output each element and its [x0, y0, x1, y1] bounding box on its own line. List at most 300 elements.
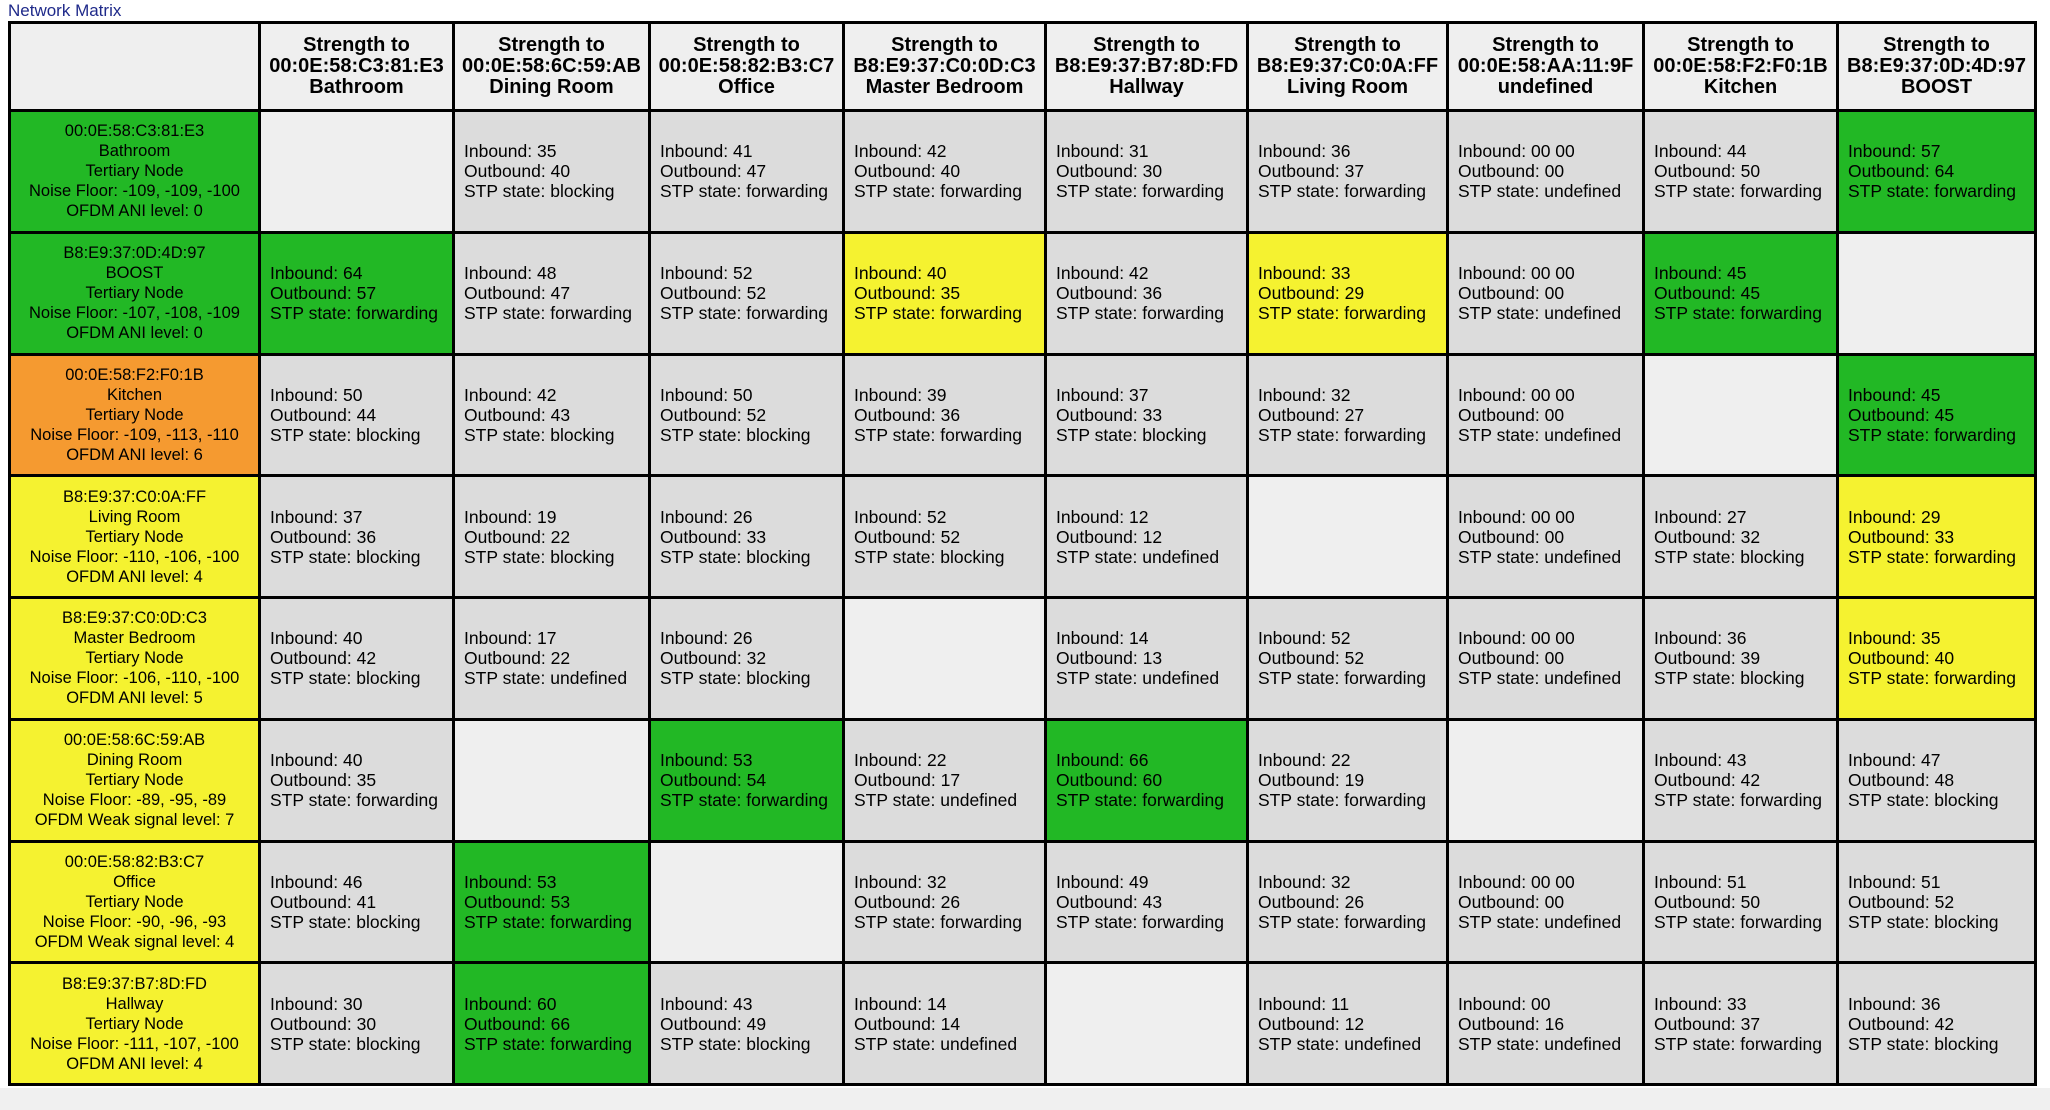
stp-state: STP state: blocking [854, 546, 1005, 567]
stp-state: STP state: forwarding [660, 181, 828, 202]
strength-cell [1644, 232, 1838, 354]
outbound-value: Outbound: 64 [1848, 161, 1955, 182]
column-header [844, 23, 1046, 111]
inbound-value: Inbound: 35 [464, 141, 557, 162]
outbound-value: Outbound: 57 [270, 283, 377, 304]
outbound-value: Outbound: 00 [1458, 404, 1565, 425]
outbound-value: Outbound: 35 [270, 770, 377, 791]
matrix-row [10, 111, 2036, 233]
stp-state: STP state: blocking [660, 668, 811, 689]
strength-cell [454, 598, 650, 720]
outbound-value: Outbound: 52 [1258, 648, 1365, 669]
inbound-value: Inbound: 42 [1056, 263, 1149, 284]
strength-cell [1248, 598, 1448, 720]
stp-state: STP state: blocking [1056, 424, 1207, 445]
inbound-value: Inbound: 52 [1258, 628, 1351, 649]
column-header-mac: 00:0E:58:F2:F0:1B [1653, 55, 1828, 77]
stp-state: STP state: forwarding [1258, 181, 1426, 202]
outbound-value: Outbound: 41 [270, 891, 377, 912]
outbound-value: Outbound: 00 [1458, 648, 1565, 669]
strength-cell [1838, 476, 2036, 598]
outbound-value: Outbound: 30 [270, 1013, 377, 1034]
strength-cell [650, 476, 844, 598]
inbound-value: Inbound: 26 [660, 628, 753, 649]
stp-state: STP state: forwarding [1258, 303, 1426, 324]
row-header-node-role: Tertiary Node [85, 1014, 184, 1033]
row-header-node-mac: 00:0E:58:F2:F0:1B [65, 365, 204, 384]
strength-cell [1448, 232, 1644, 354]
self-cell [844, 598, 1046, 720]
outbound-value: Outbound: 48 [1848, 770, 1955, 791]
strength-cell [260, 841, 454, 963]
row-header-node-mac: 00:0E:58:82:B3:C7 [64, 852, 205, 871]
stp-state: STP state: blocking [270, 1033, 421, 1054]
self-cell [1046, 963, 1248, 1085]
row-header [10, 111, 260, 233]
inbound-value: Inbound: 60 [464, 993, 557, 1014]
outbound-value: Outbound: 17 [854, 770, 961, 791]
outbound-value: Outbound: 52 [660, 404, 767, 425]
strength-cell [844, 111, 1046, 233]
outbound-value: Outbound: 36 [854, 404, 961, 425]
strength-cell [844, 232, 1046, 354]
inbound-value: Inbound: 36 [1654, 628, 1747, 649]
matrix-row [10, 354, 2036, 476]
row-header [10, 841, 260, 963]
stp-state: STP state: undefined [1056, 546, 1220, 567]
stp-state: STP state: forwarding [1056, 911, 1224, 932]
inbound-value: Inbound: 36 [1258, 141, 1351, 162]
strength-cell [1838, 963, 2036, 1085]
outbound-value: Outbound: 44 [270, 404, 377, 425]
stp-state: STP state: forwarding [1056, 790, 1224, 811]
inbound-value: Inbound: 45 [1654, 263, 1747, 284]
strength-cell [260, 476, 454, 598]
strength-cell [1046, 719, 1248, 841]
outbound-value: Outbound: 30 [1056, 161, 1163, 182]
inbound-value: Inbound: 00 00 [1458, 506, 1575, 527]
stp-state: STP state: blocking [270, 546, 421, 567]
outbound-value: Outbound: 14 [854, 1013, 961, 1034]
row-header-node-name: Bathroom [98, 142, 171, 161]
outbound-value: Outbound: 52 [660, 283, 767, 304]
outbound-value: Outbound: 42 [1848, 1013, 1955, 1034]
stp-state: STP state: undefined [1258, 1033, 1422, 1054]
stp-state: STP state: forwarding [1258, 911, 1426, 932]
stp-state: STP state: forwarding [1654, 1033, 1822, 1054]
stp-state: STP state: undefined [1458, 303, 1622, 324]
stp-state: STP state: forwarding [1056, 181, 1224, 202]
column-header [454, 23, 650, 111]
outbound-value: Outbound: 19 [1258, 770, 1365, 791]
strength-cell [1644, 841, 1838, 963]
strength-cell [1248, 354, 1448, 476]
outbound-value: Outbound: 43 [1056, 891, 1163, 912]
inbound-value: Inbound: 30 [270, 993, 363, 1014]
inbound-value: Inbound: 45 [1848, 384, 1941, 405]
column-header [1448, 23, 1644, 111]
matrix-row [10, 476, 2036, 598]
row-header-node-mac: B8:E9:37:0D:4D:97 [63, 244, 206, 263]
stp-state: STP state: forwarding [660, 303, 828, 324]
stp-state: STP state: forwarding [1654, 790, 1822, 811]
strength-cell [454, 232, 650, 354]
matrix-row [10, 963, 2036, 1085]
stp-state: STP state: blocking [1848, 1033, 1999, 1054]
inbound-value: Inbound: 12 [1056, 506, 1149, 527]
column-header-name: Living Room [1286, 76, 1409, 98]
strength-cell [1644, 111, 1838, 233]
stp-state: STP state: blocking [1654, 546, 1805, 567]
outbound-value: Outbound: 50 [1654, 891, 1761, 912]
inbound-value: Inbound: 36 [1848, 993, 1941, 1014]
inbound-value: Inbound: 40 [854, 263, 947, 284]
row-header [10, 719, 260, 841]
stp-state: STP state: undefined [1458, 181, 1622, 202]
outbound-value: Outbound: 27 [1258, 404, 1365, 425]
inbound-value: Inbound: 53 [660, 750, 753, 771]
outbound-value: Outbound: 39 [1654, 648, 1761, 669]
row-header-node-role: Tertiary Node [85, 892, 184, 911]
strength-cell [1046, 354, 1248, 476]
page-title: Network Matrix [8, 1, 122, 20]
stp-state: STP state: forwarding [854, 911, 1022, 932]
strength-cell [1046, 841, 1248, 963]
stp-state: STP state: blocking [464, 424, 615, 445]
column-header-name: Dining Room [489, 76, 614, 98]
strength-cell [1448, 598, 1644, 720]
inbound-value: Inbound: 22 [1258, 750, 1351, 771]
strength-cell [1838, 598, 2036, 720]
row-header-noise-floor: Noise Floor: -111, -107, -100 [30, 1034, 239, 1053]
inbound-value: Inbound: 29 [1848, 506, 1941, 527]
strength-cell [844, 963, 1046, 1085]
stp-state: STP state: undefined [854, 790, 1018, 811]
stp-state: STP state: blocking [270, 668, 421, 689]
matrix-table [8, 21, 2037, 1086]
column-header-prefix: Strength to [693, 34, 800, 56]
column-header-row [10, 23, 2036, 111]
inbound-value: Inbound: 37 [270, 506, 363, 527]
inbound-value: Inbound: 32 [1258, 384, 1351, 405]
row-header-node-mac: 00:0E:58:6C:59:AB [63, 731, 206, 750]
self-cell [1838, 232, 2036, 354]
outbound-value: Outbound: 47 [464, 283, 571, 304]
row-header-ofdm-level: OFDM ANI level: 0 [66, 202, 203, 221]
inbound-value: Inbound: 41 [660, 141, 753, 162]
outbound-value: Outbound: 22 [464, 648, 571, 669]
row-header-node-name: Dining Room [86, 751, 183, 770]
self-cell [1644, 354, 1838, 476]
column-header-name: Kitchen [1703, 76, 1778, 98]
row-header-node-role: Tertiary Node [85, 284, 184, 303]
row-header [10, 354, 260, 476]
row-header-node-role: Tertiary Node [85, 405, 184, 424]
column-header [260, 23, 454, 111]
stp-state: STP state: blocking [1848, 790, 1999, 811]
matrix-row [10, 232, 2036, 354]
outbound-value: Outbound: 45 [1848, 404, 1955, 425]
outbound-value: Outbound: 54 [660, 770, 767, 791]
outbound-value: Outbound: 22 [464, 526, 571, 547]
self-cell [260, 111, 454, 233]
strength-cell [844, 841, 1046, 963]
column-header-prefix: Strength to [1093, 34, 1200, 56]
inbound-value: Inbound: 66 [1056, 750, 1149, 771]
inbound-value: Inbound: 39 [854, 384, 947, 405]
inbound-value: Inbound: 00 00 [1458, 141, 1575, 162]
strength-cell [1838, 111, 2036, 233]
inbound-value: Inbound: 00 00 [1458, 263, 1575, 284]
strength-cell [1046, 111, 1248, 233]
row-header-node-name: Hallway [105, 994, 164, 1013]
row-header-node-role: Tertiary Node [85, 649, 184, 668]
column-header [650, 23, 844, 111]
strength-cell [1838, 841, 2036, 963]
inbound-value: Inbound: 00 [1458, 993, 1551, 1014]
row-header [10, 963, 260, 1085]
strength-cell [454, 841, 650, 963]
column-header-prefix: Strength to [1294, 34, 1401, 56]
strength-cell [650, 232, 844, 354]
stp-state: STP state: undefined [1458, 546, 1622, 567]
outbound-value: Outbound: 37 [1654, 1013, 1761, 1034]
column-header [1644, 23, 1838, 111]
stp-state: STP state: forwarding [464, 303, 632, 324]
row-header-ofdm-level: OFDM ANI level: 4 [66, 567, 203, 586]
outbound-value: Outbound: 33 [660, 526, 767, 547]
inbound-value: Inbound: 19 [464, 506, 557, 527]
row-header-noise-floor: Noise Floor: -89, -95, -89 [42, 791, 227, 810]
row-header-node-name: Office [113, 872, 156, 891]
column-header-name: undefined [1497, 76, 1594, 98]
strength-cell [1448, 354, 1644, 476]
outbound-value: Outbound: 26 [854, 891, 961, 912]
column-header-prefix: Strength to [1492, 34, 1599, 56]
column-header-mac: 00:0E:58:82:B3:C7 [658, 55, 835, 77]
row-header-node-role: Tertiary Node [85, 162, 184, 181]
inbound-value: Inbound: 51 [1848, 871, 1941, 892]
column-header-prefix: Strength to [498, 34, 605, 56]
strength-cell [1448, 476, 1644, 598]
stp-state: STP state: forwarding [854, 181, 1022, 202]
row-header-node-name: BOOST [105, 264, 164, 283]
stp-state: STP state: blocking [1654, 668, 1805, 689]
column-header-prefix: Strength to [1883, 34, 1990, 56]
stp-state: STP state: forwarding [1654, 911, 1822, 932]
column-header-name: Hallway [1109, 76, 1184, 98]
outbound-value: Outbound: 37 [1258, 161, 1365, 182]
row-header-node-name: Living Room [88, 507, 181, 526]
row-header-noise-floor: Noise Floor: -109, -109, -100 [29, 182, 240, 201]
stp-state: STP state: forwarding [1056, 303, 1224, 324]
stp-state: STP state: forwarding [854, 303, 1022, 324]
strength-cell [1838, 354, 2036, 476]
column-header-name: Master Bedroom [865, 76, 1024, 98]
matrix-row [10, 598, 2036, 720]
inbound-value: Inbound: 51 [1654, 871, 1747, 892]
strength-cell [1248, 232, 1448, 354]
column-header [1838, 23, 2036, 111]
stp-state: STP state: forwarding [270, 790, 438, 811]
inbound-value: Inbound: 57 [1848, 141, 1941, 162]
outbound-value: Outbound: 52 [854, 526, 961, 547]
inbound-value: Inbound: 32 [854, 871, 947, 892]
self-cell [1248, 476, 1448, 598]
stp-state: STP state: blocking [270, 911, 421, 932]
strength-cell [1248, 841, 1448, 963]
stp-state: STP state: blocking [270, 424, 421, 445]
strength-cell [260, 354, 454, 476]
outbound-value: Outbound: 00 [1458, 283, 1565, 304]
inbound-value: Inbound: 35 [1848, 628, 1941, 649]
strength-cell [1046, 598, 1248, 720]
strength-cell [454, 111, 650, 233]
strength-cell [1644, 963, 1838, 1085]
row-header-ofdm-level: OFDM Weak signal level: 4 [34, 932, 235, 951]
inbound-value: Inbound: 52 [854, 506, 947, 527]
stp-state: STP state: undefined [854, 1033, 1018, 1054]
column-header-mac: B8:E9:37:C0:0D:C3 [853, 55, 1036, 77]
strength-cell [260, 232, 454, 354]
stp-state: STP state: blocking [660, 1033, 811, 1054]
strength-cell [260, 598, 454, 720]
strength-cell [844, 354, 1046, 476]
row-header [10, 598, 260, 720]
strength-cell [1448, 963, 1644, 1085]
strength-cell [454, 963, 650, 1085]
outbound-value: Outbound: 40 [464, 161, 571, 182]
strength-cell [454, 354, 650, 476]
self-cell [650, 841, 844, 963]
column-header-name: Bathroom [309, 76, 404, 98]
inbound-value: Inbound: 64 [270, 263, 363, 284]
network-matrix [8, 21, 2034, 1086]
stp-state: STP state: blocking [464, 181, 615, 202]
stp-state: STP state: undefined [1458, 1033, 1622, 1054]
matrix-body [10, 111, 2036, 1085]
row-header-noise-floor: Noise Floor: -90, -96, -93 [42, 912, 227, 931]
row-header-node-mac: B8:E9:37:B7:8D:FD [62, 974, 207, 993]
strength-cell [1248, 111, 1448, 233]
outbound-value: Outbound: 40 [854, 161, 961, 182]
outbound-value: Outbound: 66 [464, 1013, 571, 1034]
stp-state: STP state: forwarding [1848, 181, 2016, 202]
strength-cell [260, 963, 454, 1085]
outbound-value: Outbound: 12 [1056, 526, 1163, 547]
strength-cell [844, 719, 1046, 841]
inbound-value: Inbound: 43 [660, 993, 753, 1014]
outbound-value: Outbound: 00 [1458, 526, 1565, 547]
outbound-value: Outbound: 43 [464, 404, 571, 425]
inbound-value: Inbound: 14 [854, 993, 947, 1014]
outbound-value: Outbound: 35 [854, 283, 961, 304]
inbound-value: Inbound: 50 [660, 384, 753, 405]
stp-state: STP state: forwarding [1848, 668, 2016, 689]
stp-state: STP state: undefined [1458, 424, 1622, 445]
stp-state: STP state: forwarding [1258, 668, 1426, 689]
inbound-value: Inbound: 53 [464, 871, 557, 892]
column-header-mac: B8:E9:37:0D:4D:97 [1847, 55, 2026, 77]
strength-cell [1448, 719, 1644, 841]
row-header-noise-floor: Noise Floor: -107, -108, -109 [29, 304, 240, 323]
corner-cell [10, 23, 260, 111]
row-header-ofdm-level: OFDM ANI level: 0 [66, 324, 203, 343]
strength-cell [844, 476, 1046, 598]
stp-state: STP state: undefined [1458, 911, 1622, 932]
outbound-value: Outbound: 42 [270, 648, 377, 669]
stp-state: STP state: blocking [464, 546, 615, 567]
column-header-prefix: Strength to [1687, 34, 1794, 56]
outbound-value: Outbound: 53 [464, 891, 571, 912]
stp-state: STP state: forwarding [1654, 303, 1822, 324]
column-header-mac: B8:E9:37:B7:8D:FD [1054, 55, 1239, 77]
inbound-value: Inbound: 44 [1654, 141, 1747, 162]
inbound-value: Inbound: 00 00 [1458, 628, 1575, 649]
inbound-value: Inbound: 46 [270, 871, 363, 892]
row-header-ofdm-level: OFDM ANI level: 6 [66, 445, 203, 464]
outbound-value: Outbound: 45 [1654, 283, 1761, 304]
column-header-prefix: Strength to [303, 34, 410, 56]
outbound-value: Outbound: 13 [1056, 648, 1163, 669]
row-header-node-name: Master Bedroom [73, 629, 196, 648]
self-cell [454, 719, 650, 841]
column-header-mac: 00:0E:58:AA:11:9F [1457, 55, 1634, 77]
column-header-mac: B8:E9:37:C0:0A:FF [1256, 55, 1439, 77]
strength-cell [1248, 719, 1448, 841]
stp-state: STP state: forwarding [1654, 181, 1822, 202]
stp-state: STP state: forwarding [464, 911, 632, 932]
row-header-node-mac: B8:E9:37:C0:0A:FF [62, 487, 207, 506]
strength-cell [650, 719, 844, 841]
strength-cell [650, 354, 844, 476]
column-header-name: BOOST [1900, 76, 1973, 98]
column-header-mac: 00:0E:58:6C:59:AB [462, 55, 641, 77]
outbound-value: Outbound: 36 [270, 526, 377, 547]
outbound-value: Outbound: 00 [1458, 161, 1565, 182]
row-header-noise-floor: Noise Floor: -109, -113, -110 [30, 425, 239, 444]
inbound-value: Inbound: 22 [854, 750, 947, 771]
outbound-value: Outbound: 42 [1654, 770, 1761, 791]
inbound-value: Inbound: 11 [1258, 993, 1350, 1014]
strength-cell [1448, 111, 1644, 233]
column-header-prefix: Strength to [891, 34, 998, 56]
stp-state: STP state: forwarding [660, 790, 828, 811]
stp-state: STP state: forwarding [1848, 424, 2016, 445]
outbound-value: Outbound: 12 [1258, 1013, 1365, 1034]
column-header [1046, 23, 1248, 111]
inbound-value: Inbound: 40 [270, 628, 363, 649]
column-header-mac: 00:0E:58:C3:81:E3 [269, 55, 444, 77]
strength-cell [1838, 719, 2036, 841]
outbound-value: Outbound: 32 [660, 648, 767, 669]
stp-state: STP state: forwarding [464, 1033, 632, 1054]
stp-state: STP state: blocking [1848, 911, 1999, 932]
outbound-value: Outbound: 16 [1458, 1013, 1565, 1034]
inbound-value: Inbound: 00 00 [1458, 384, 1575, 405]
row-header-noise-floor: Noise Floor: -110, -106, -100 [29, 547, 240, 566]
strength-cell [650, 598, 844, 720]
inbound-value: Inbound: 26 [660, 506, 753, 527]
inbound-value: Inbound: 33 [1654, 993, 1747, 1014]
inbound-value: Inbound: 49 [1056, 871, 1149, 892]
stp-state: STP state: blocking [660, 546, 811, 567]
inbound-value: Inbound: 17 [464, 628, 557, 649]
inbound-value: Inbound: 43 [1654, 750, 1747, 771]
inbound-value: Inbound: 14 [1056, 628, 1149, 649]
inbound-value: Inbound: 50 [270, 384, 363, 405]
strength-cell [260, 719, 454, 841]
